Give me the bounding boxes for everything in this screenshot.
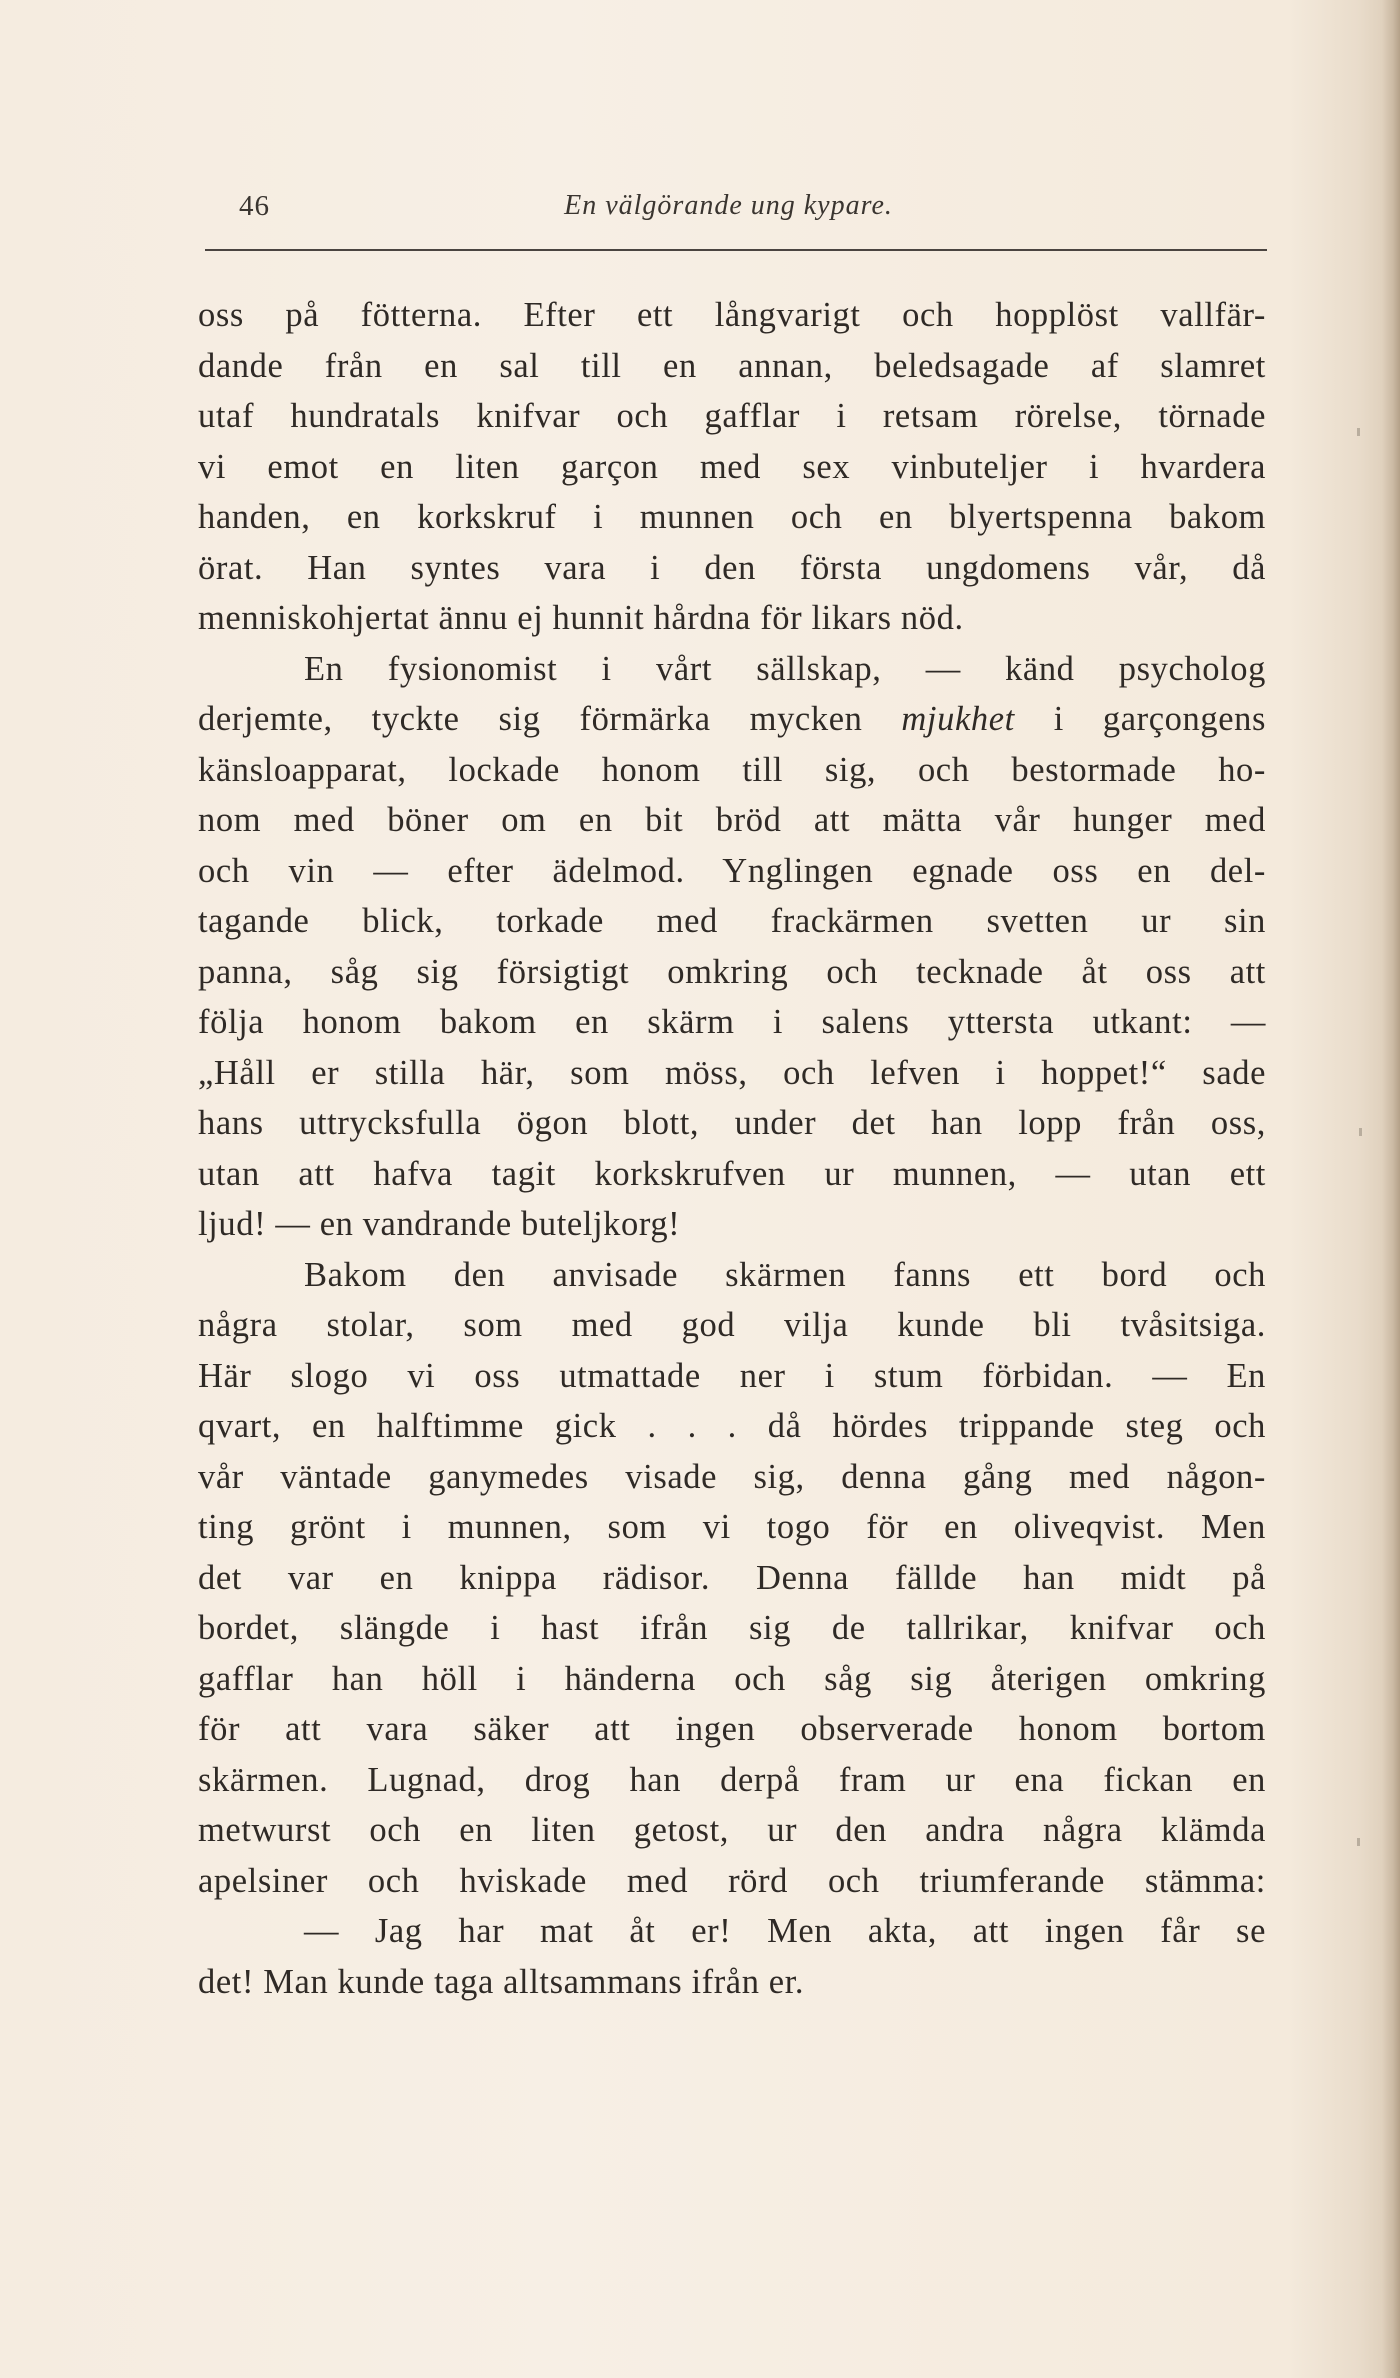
text-line: utan att hafva tagit korkskrufven ur munnen, — utan ett [198,1154,1266,1193]
paper-speck [1357,1838,1360,1846]
text-line: ljud! — en vandrande buteljkorg! [198,1205,681,1243]
text-line: qvart, en halftimme gick . . . då hördes trippande steg och [198,1407,1266,1445]
text-line: „Håll er stilla här, som möss, och lefven i hoppet!“ sade [198,1053,1266,1092]
text-line: panna, såg sig försigtigt omkring och tecknade åt oss att [198,952,1266,991]
text-line: det! Man kunde taga alltsammans ifrån er. [198,1962,805,2001]
text-line: det var en knippa rädisor. Denna fällde han midt på [198,1558,1266,1597]
text-line: apelsiner och hviskade med rörd och triumferande stämma: [198,1861,1266,1900]
text-line: nom med böner om en bit bröd att mätta vår hunger med [198,801,1266,839]
text-line: utaf hundratals knifvar och gafflar i retsam rörelse, törnade [198,397,1266,435]
running-title: En välgörande ung kypare. [564,190,893,221]
paper-speck [1359,1128,1362,1136]
text-line: bordet, slängde i hast ifrån sig de tallrikar, knifvar och [198,1609,1266,1647]
text-line: vi emot en liten garçon med sex vinbuteljer i hvardera [198,447,1266,486]
text-line: örat. Han syntes vara i den första ungdomens vår, då [198,548,1266,587]
text-line: ting grönt i munnen, som vi togo för en oliveqvist. Men [198,1508,1266,1546]
header-rule [205,249,1267,251]
text-line-with-emphasis [198,694,1266,745]
paper-speck [1357,428,1360,436]
text-line: gafflar han höll i händerna och såg sig återigen omkring [198,1659,1266,1698]
text-line: — Jag har mat åt er! Men akta, att ingen får se [304,1912,1266,1950]
text-line: känsloapparat, lockade honom till sig, och bestormade ho- [198,750,1266,789]
text-line: oss på fötterna. Efter ett långvarigt och hopplöst vallfär- [198,296,1266,334]
text-line: menniskohjertat ännu ej hunnit hårdna för likars nöd. [198,599,964,637]
text-line: Här slogo vi oss utmattade ner i stum förbidan. — En [198,1356,1266,1395]
text-line: för att vara säker att ingen observerade honom bortom [198,1710,1266,1748]
text-line: dande från en sal till en annan, beledsagade af slamret [198,346,1266,385]
text-line: vår väntade ganymedes visade sig, denna gång med någon- [198,1457,1266,1496]
text-line: några stolar, som med god vilja kunde bli tvåsitsiga. [198,1306,1266,1344]
text-line: metwurst och en liten getost, ur den andra några klämda [198,1811,1266,1849]
page-header [197,190,1260,234]
text-line: och vin — efter ädelmod. Ynglingen egnade oss en del- [198,851,1266,890]
text-fragment: derjemte, tyckte sig förmärka mycken [198,700,902,738]
text-line: hans uttrycksfulla ögon blott, under det han lopp från oss, [198,1104,1266,1142]
page-edge-shadow [1382,0,1400,2378]
text-line: En fysionomist i vårt sällskap, — känd psycholog [304,649,1266,688]
text-line: följa honom bakom en skärm i salens yttersta utkant: — [198,1003,1266,1041]
page-number: 46 [239,190,270,222]
text-line: tagande blick, torkade med frackärmen svetten ur sin [198,902,1266,940]
text-line: handen, en korkskruf i munnen och en blyertspenna bakom [198,498,1266,536]
text-line: skärmen. Lugnad, drog han derpå fram ur ena fickan en [198,1760,1266,1799]
text-line: Bakom den anvisade skärmen fanns ett bord och [304,1255,1266,1294]
body-text [198,290,1266,2007]
emphasis-text: mjukhet [901,700,1015,738]
text-fragment: i garçongens [1014,700,1266,738]
